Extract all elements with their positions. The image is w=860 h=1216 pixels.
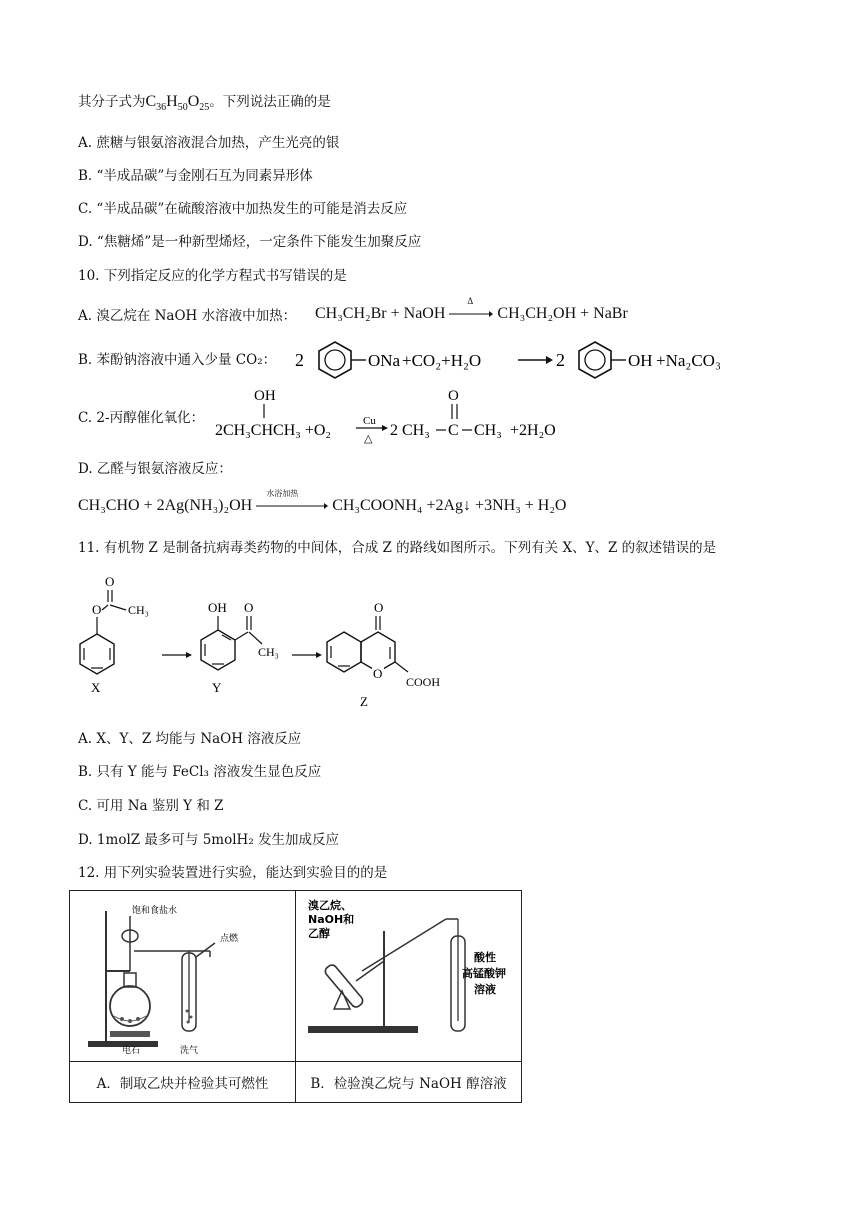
q10-a-left: CH₃CH₂Br + NaOH (315, 305, 446, 322)
formula-c: C (145, 93, 157, 110)
q12-stem: 12. 用下列实验装置进行实验，能达到实验目的的是 (78, 865, 388, 881)
b-coef1: 2 (295, 350, 304, 370)
y-oh: OH (208, 600, 227, 615)
q10-b-label: B. 苯酚钠溶液中通入少量 CO₂： (78, 352, 277, 368)
b-middle: +CO₂+H₂O (402, 351, 482, 370)
intro-suffix: 。下列说法正确的是 (209, 94, 331, 110)
q10-d-left: CH₃CHO + 2Ag(NH₃)₂OH (78, 497, 253, 514)
intro-prefix: 其分子式为 (78, 94, 146, 110)
z-cooh: COOH (406, 675, 441, 689)
label-reagent-1: 溴乙烷、 (308, 899, 352, 912)
q11-option-b: B. 只有 Y 能与 FeCl₃ 溶液发生显色反应 (78, 764, 322, 780)
z-oxygen: O (374, 600, 384, 615)
compound-x (80, 574, 149, 695)
reaction-arrow (449, 296, 493, 323)
q10-a-condition: Δ (467, 296, 474, 306)
q10-d-label: D. 乙醛与银氨溶液反应： (78, 461, 232, 477)
label-solution: 溶液 (474, 983, 496, 996)
q9-option-b: B. “半成品碳”与金刚石互为同素异形体 (78, 168, 313, 184)
caption-a: A．制取乙炔并检验其可燃性 (70, 1062, 296, 1103)
b-tail: +Na₂CO₃ (656, 351, 721, 370)
q11-stem: 11. 有机物 Z 是制备抗病毒类药物的中间体，合成 Z 的路线如图所示。下列有关 X、Y、Z 的叙述错误的是 (78, 540, 717, 556)
formula-h-sub: 50 (177, 102, 188, 113)
y-ch3: CH₃ (258, 645, 279, 659)
bromoethane-apparatus-figure (296, 891, 521, 1057)
molecular-formula (145, 93, 210, 113)
q10-d-equation (78, 489, 567, 515)
q10-a-label: A. 溴乙烷在 NaOH 水溶液中加热： (78, 308, 297, 324)
label-acidic: 酸性 (474, 951, 496, 964)
formula-c-sub: 36 (156, 102, 167, 113)
q9-option-a: A. 蔗糖与银氨溶液混合加热，产生光亮的银 (78, 135, 340, 151)
c-ch3-b: CH₃ (474, 422, 502, 439)
label-kmno4: 高锰酸钾 (462, 967, 506, 980)
q10-stem: 10. 下列指定反应的化学方程式书写错误的是 (78, 268, 347, 284)
q11-option-d: D. 1molZ 最多可与 5molH₂ 发生加成反应 (78, 832, 340, 848)
z-ring-oxygen: O (373, 666, 383, 681)
q9-option-c: C. “半成品碳”在硫酸溶液中加热发生的可能是消去反应 (78, 201, 408, 217)
benzene-ring-icon (327, 632, 361, 672)
x-oxygen: O (105, 574, 115, 589)
c-coef: 2 (390, 422, 398, 439)
apparatus-a-cell (70, 891, 296, 1062)
c-oxygen: O (448, 388, 459, 404)
c-left: 2CH₃CHCH₃ +O₂ (215, 422, 331, 439)
label-reagent-3: 乙醇 (308, 927, 330, 940)
q11-option-c: C. 可用 Na 鉴别 Y 和 Z (78, 798, 224, 814)
label-calcium-carbide: 电石 (122, 1046, 141, 1056)
compound-z (327, 600, 440, 709)
b-ona: ONa (368, 351, 401, 370)
q11-option-a: A. X、Y、Z 均能与 NaOH 溶液反应 (78, 731, 302, 747)
q10-c-label: C. 2-丙醇催化氧化： (78, 410, 205, 426)
y-oxygen: O (244, 600, 254, 615)
b-coef2: 2 (556, 350, 565, 370)
q10-d-condition: 水浴加热 (266, 489, 299, 498)
c-ch3-a: CH₃ (402, 422, 430, 439)
acetylene-apparatus-figure (70, 891, 295, 1057)
formula-o-sub: 25 (199, 102, 210, 113)
c-tail: +2H₂O (510, 422, 556, 439)
q10-a-right: CH₃CH₂OH + NaBr (497, 305, 628, 322)
intro-line (78, 92, 331, 118)
reaction-arrow (256, 489, 328, 515)
q11-synthesis-route (78, 570, 478, 710)
c-carbon: C (448, 422, 459, 439)
label-reagent-2: NaOH和 (308, 913, 355, 926)
q10-a-equation (315, 296, 628, 323)
x-ch3: CH₃ (128, 603, 149, 617)
x-label: X (91, 680, 101, 695)
c-heat: △ (364, 433, 373, 444)
compound-y (201, 600, 279, 695)
c-oh: OH (254, 388, 276, 404)
benzene-ring-icon (319, 342, 351, 378)
label-saturated-brine: 饱和食盐水 (132, 906, 178, 916)
formula-h: H (166, 93, 178, 110)
c-catalyst: Cu (363, 415, 376, 427)
x-ester-oxygen: O (92, 602, 102, 617)
q10-d-right: CH₃COONH₄ +2Ag↓ +3NH₃ + H₂O (332, 497, 567, 514)
caption-b: B．检验溴乙烷与 NaOH 醇溶液 (296, 1062, 522, 1103)
benzene-ring-icon (579, 342, 611, 378)
q9-option-d: D. “焦糖烯”是一种新型烯烃，一定条件下能发生加聚反应 (78, 234, 422, 250)
y-label: Y (212, 680, 222, 695)
z-label: Z (360, 694, 368, 709)
apparatus-b-cell (296, 891, 522, 1062)
formula-o: O (187, 93, 200, 110)
label-gas: 洗气 (180, 1046, 199, 1056)
benzene-ring-icon (80, 634, 114, 674)
label-ignite: 点燃 (220, 934, 239, 944)
q10-b-equation (290, 338, 750, 382)
b-oh: OH (628, 351, 653, 370)
q12-apparatus-table (69, 890, 522, 1103)
benzene-ring-icon (201, 630, 235, 670)
q10-c-equation (210, 384, 590, 444)
